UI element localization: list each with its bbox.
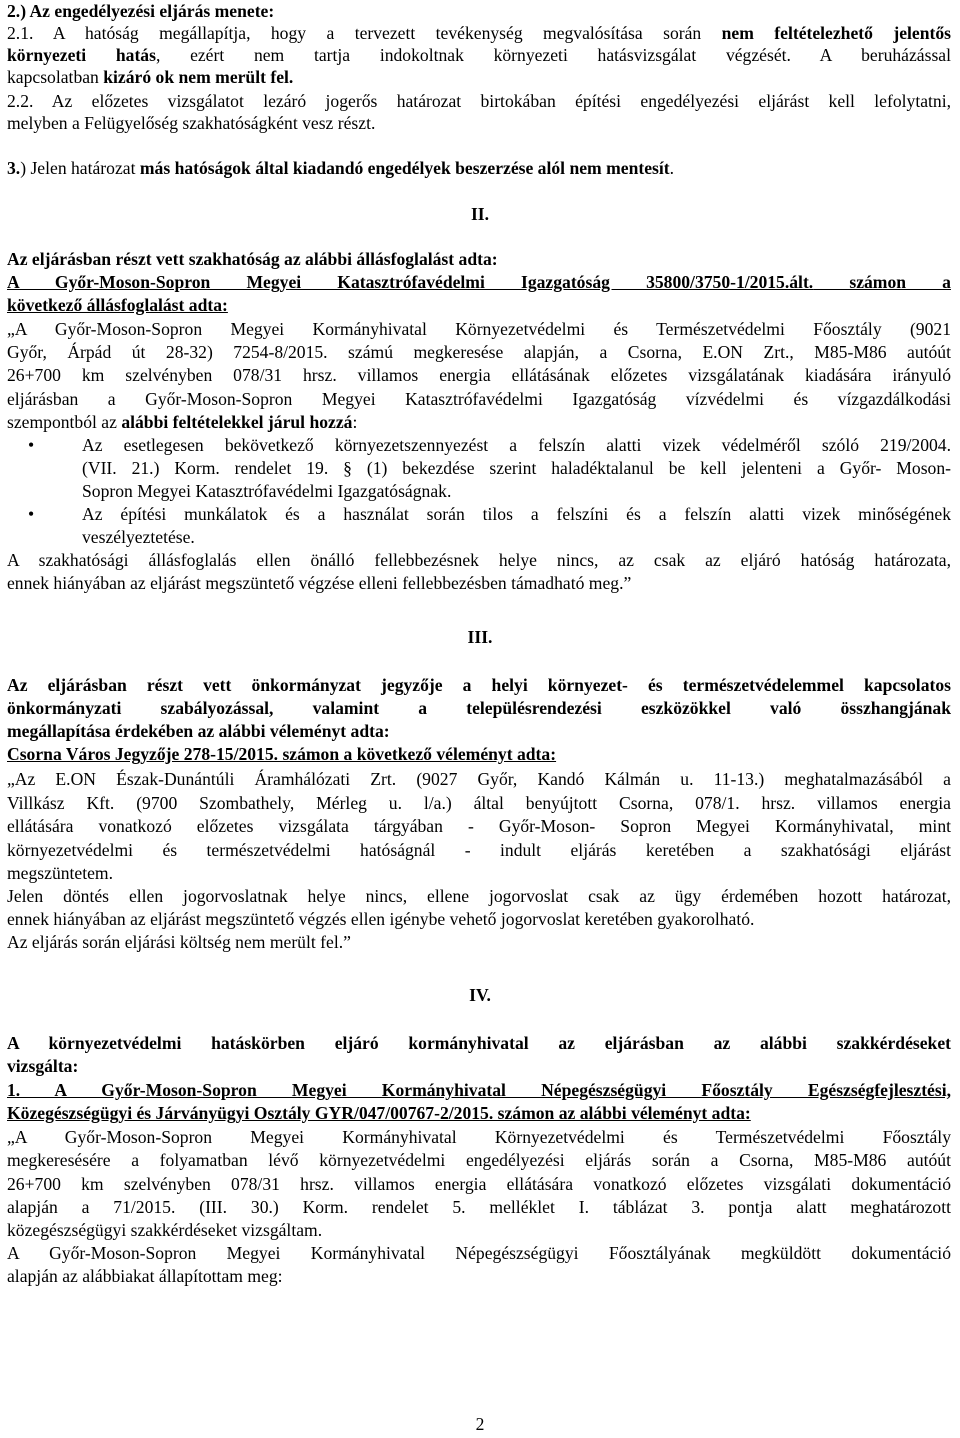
text-run: eljárásban a Győr-Moson-Sopron Megyei Katasztrófavédelmi Igazgatóság vízvédelmi és vízgazdálkodási [7,389,951,409]
paragraph-line [7,720,951,742]
text-run: ennek hiányában az eljárást megszüntető végzés ellen igénybe vehető jogorvoslat keretében gyakorolható. [7,909,755,929]
paragraph-line [7,66,951,88]
text-run: Sopron Megyei Katasztrófavédelmi Igazgatóságnak. [82,481,452,501]
paragraph-line [7,549,951,571]
bold-run: alábbi feltételekkel járul hozzá [121,412,353,432]
text-run: alapján az alábbiakat állapítottam meg: [7,1266,283,1286]
paragraph-line [7,1102,951,1124]
paragraph-line [7,248,951,270]
text-run: környezetvédelmi és természetvédelmi hatóságnál - indult eljárás keretében a szakhatósági eljárást [7,840,951,860]
paragraph-line [7,1265,951,1287]
text-run: 2.1. A hatóság megállapítja, hogy a tervezett tevékenység megvalósítása során [7,23,722,43]
text-run: megszüntetem. [7,863,114,883]
text-run: Csorna Város Jegyzője 278-15/2015. számon a következő véleményt adta: [7,744,557,764]
bullet-icon: • [28,435,35,455]
text-run: „A Győr-Moson-Sopron Megyei Kormányhivatal Környezetvédelmi és Természetvédelmi Főosztály [7,1127,951,1147]
text-run: A Győr-Moson-Sopron Megyei Kormányhivatal Népegészségügyi Főosztályának megküldött dokumentáció [7,1243,951,1263]
text-run: Az eljárás során eljárási költség nem merült fel.” [7,932,351,952]
bullet-icon: • [28,504,35,524]
paragraph-line [7,1126,951,1148]
text-run: megállapítása érdekében az alábbi véleményt adta: [7,721,390,741]
paragraph-line [7,1173,951,1195]
paragraph-line [7,1219,951,1241]
text-run: A szakhatósági állásfoglalás ellen önálló fellebbezésnek helye nincs, az csak az eljáró hatóság határozata, [7,550,951,570]
bold-run: más hatóságok által kiadandó engedélyek beszerzése alól nem mentesít [139,158,670,178]
text-run: Az eljárásban részt vett szakhatóság az alábbi állásfoglalást adta: [7,249,498,269]
text-run: Az építési munkálatok és a használat során tilos a felszíni és a felszín alatti vizek minőségének [82,504,951,524]
paragraph-line [7,885,951,907]
paragraph-line [7,318,951,340]
text-run: megkeresésére a folyamatban lévő környezetvédelmi engedélyezési eljárás során a Csorna, M85-M86 autóút [7,1150,951,1170]
text-run: Az esetlegesen bekövetkező környezetszennyezést a felszín alatti vizek védelméről szóló 219/2004. [82,435,951,455]
paragraph-line [7,743,951,765]
paragraph-line [7,112,951,134]
paragraph-line [7,1032,951,1054]
text-run: Győr, Árpád út 28-32) 7254-8/2015. számú megkeresése alapján, a Csorna, E.ON Zrt., M85-M86 autóút [7,342,951,362]
text-run: vizsgálta: [7,1056,79,1076]
paragraph-line [7,157,951,179]
text-run: önkormányzati szabályozással, valamint a településrendezési eszközökkel való összhangjának [7,698,951,718]
underlined-run: számon a [813,272,951,292]
page-number: 2 [475,1414,485,1434]
text-run: ennek hiányában az eljárást megszüntető végzése elleni fellebbezésben támadható meg.” [7,573,632,593]
paragraph-line [7,862,951,884]
paragraph-line [7,931,951,953]
paragraph-line [7,1242,951,1264]
section-title-ii: II. [470,204,490,224]
paragraph-line [7,674,951,696]
bullet-line [82,457,951,479]
paragraph-line [7,271,951,293]
paragraph-line [7,1149,951,1171]
text-run: , ezért nem tartja indokoltnak környezeti hatásvizsgálat végzését. A beruházással [155,45,951,65]
paragraph-line [7,792,951,814]
text-run: 2.2. Az előzetes vizsgálatot lezáró jogerős határozat birtokában építési engedélyezési eljárást kell lefolytatni, [7,91,951,111]
paragraph-line [7,815,951,837]
paragraph-line [7,572,951,594]
bullet-line [82,480,951,502]
paragraph-line [7,44,951,66]
paragraph-line [7,341,951,363]
text-run: Jelen döntés ellen jogorvoslatnak helye nincs, ellene jogorvoslat csak az ügy érdemében hozott határozat, [7,886,951,906]
text-run: : [352,412,358,432]
text-run: veszélyeztetése. [82,527,195,547]
paragraph-line [7,839,951,861]
text-run: A környezetvédelmi hatáskörben eljáró kormányhivatal az eljárásban az alábbi szakkérdéseket [7,1033,951,1053]
heading-text: 2.) Az engedélyezési eljárás menete: [7,1,275,21]
text-run: . [669,158,675,178]
section-heading [7,0,951,22]
text-run: „Az E.ON Észak-Dunántúli Áramhálózati Zrt. (9027 Győr, Kandó Kálmán u. 11-13.) meghatalmazásából a [7,769,951,789]
text-run: szempontból az [7,412,122,432]
paragraph-line [7,908,951,930]
paragraph-line [7,364,951,386]
paragraph-line [7,1196,951,1218]
paragraph-line [7,411,951,433]
bullet-line [82,434,951,456]
text-run: (VII. 21.) Korm. rendelet 19. § (1) bekezdése szerint haladéktalanul be kell jelenteni a Győr- Moson- [82,458,951,478]
underlined-run: A Győr-Moson-Sopron Megyei Katasztrófavédelmi Igazgatóság 35800/3750-1/2015.ált. [7,272,814,292]
text-run: alapján a 71/2015. (III. 30.) Korm. rendelet 5. melléklet I. táblázat 3. pontja alatt meghatározott [7,1197,951,1217]
paragraph-line [7,697,951,719]
text-run: ellátására vonatkozó előzetes vizsgálata tárgyában - Győr-Moson- Sopron Megyei Kormányhivatal, mint [7,816,951,836]
bold-run: kizáró ok nem merült fel. [103,67,294,87]
text-run: melyben a Felügyelőség szakhatóságként vesz részt. [7,113,376,133]
paragraph-line [7,768,951,790]
text-run: Közegészségügyi és Járványügyi Osztály GYR/047/00767-2/2015. számon az alábbi véleményt adta: [7,1103,751,1123]
text-run: 26+700 km szelvényben 078/31 hrsz. villamos energia ellátására vonatkozó előzetes vizsgálati dokumentáció [7,1174,951,1194]
bold-run: 3. [7,158,21,178]
bullet-line [82,503,951,525]
text-run: ) Jelen határozat [20,158,140,178]
text-run: következő állásfoglalást adta: [7,295,228,315]
paragraph-line [7,90,951,112]
paragraph-line [7,294,951,316]
paragraph-line [7,388,951,410]
text-run: 1. A Győr-Moson-Sopron Megyei Kormányhivatal Népegészségügyi Főosztály Egészségfejlesztési, [7,1080,951,1100]
paragraph-line [7,22,951,44]
text-run: Villkász Kft. (9700 Szombathely, Mérleg u. l/a.) által benyújtott Csorna, 078/1. hrsz. villamos energia [7,793,951,813]
text-run: közegészségügyi szakkérdéseket vizsgáltam. [7,1220,323,1240]
section-title-iii: III. [467,627,493,647]
paragraph-line [7,1055,951,1077]
bullet-line [82,526,951,548]
bold-run: környezeti hatás [7,45,156,65]
text-run: „A Győr-Moson-Sopron Megyei Kormányhivatal Környezetvédelmi és Természetvédelmi Főosztály (9021 [7,319,951,339]
text-run: 26+700 km szelvényben 078/31 hrsz. villamos energia ellátásának előzetes vizsgálatának kiadására irányuló [7,365,951,385]
paragraph-line [7,1079,951,1101]
bold-run: nem feltételezhető jelentős [721,23,951,43]
text-run: kapcsolatban [7,67,104,87]
section-title-iv: IV. [469,985,491,1005]
text-run: Az eljárásban részt vett önkormányzat jegyzője a helyi környezet- és természetvédelemmel kapcsolatos [7,675,951,695]
